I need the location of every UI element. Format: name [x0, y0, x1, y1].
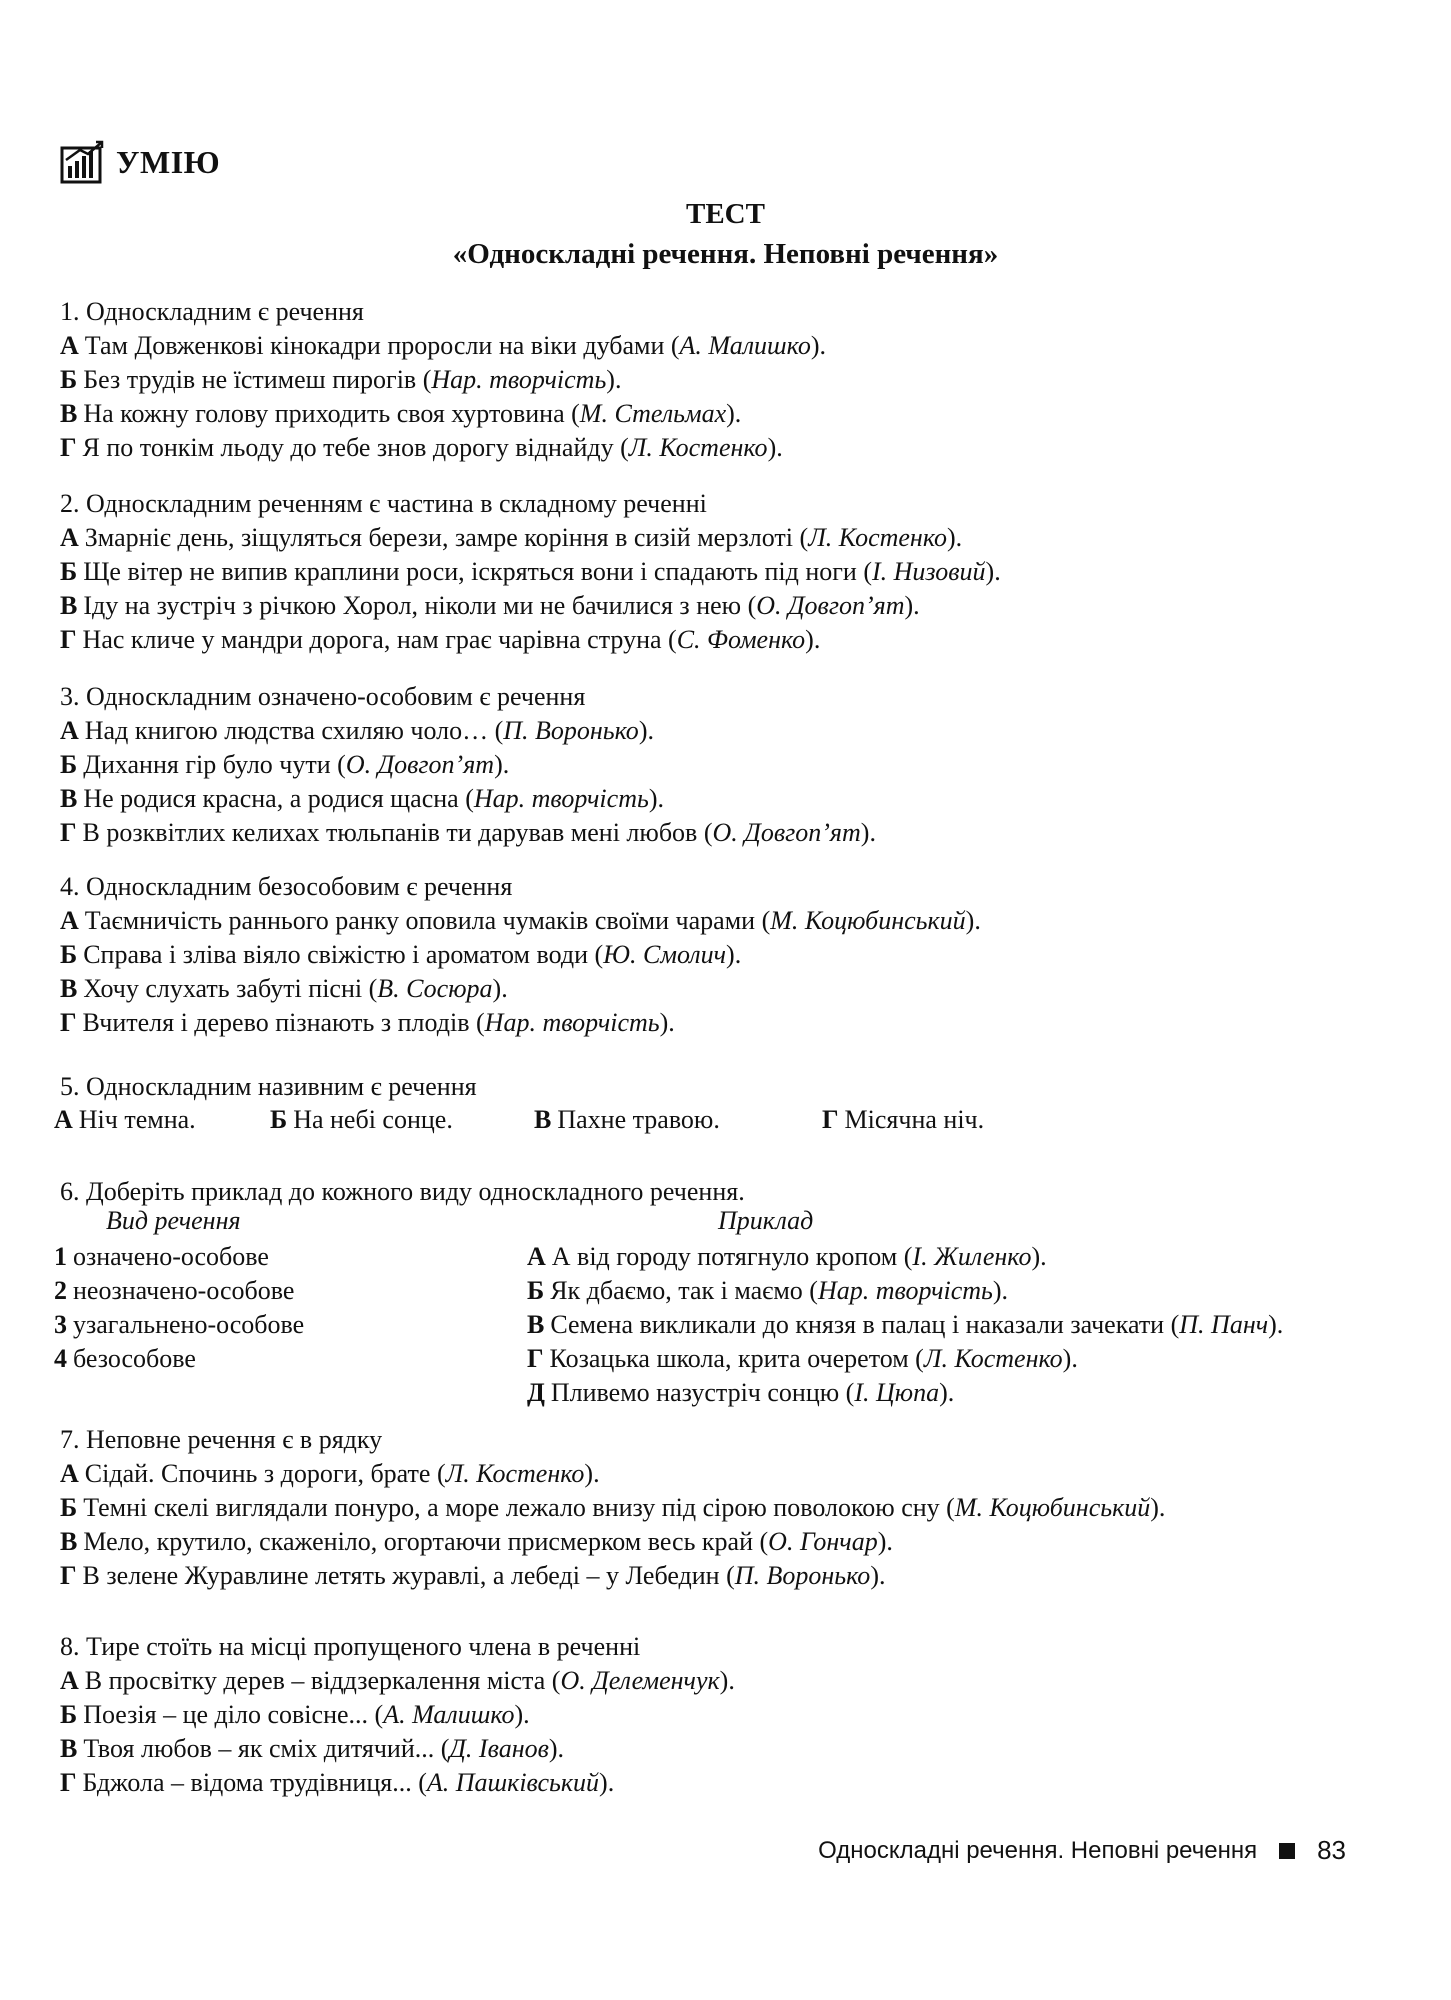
option-end: ). [1031, 1242, 1047, 1271]
option-end: ). [548, 1734, 565, 1763]
option-text: Нас кличе у мандри дорога, нам грає чарівна струна ( [82, 625, 677, 654]
option-author: Д. Іванов [449, 1734, 549, 1763]
option-author: Нар. творчість [473, 784, 649, 813]
option-letter: Д [527, 1378, 545, 1407]
option-text: Твоя любов – як сміх дитячий... ( [83, 1734, 450, 1763]
option-letter: Б [527, 1276, 545, 1305]
option-end: ). [965, 906, 981, 935]
option-text: Козацька школа, крита очеретом ( [549, 1344, 924, 1373]
type-item: 1 означено-особове [54, 1242, 269, 1271]
question-stem: 2. Односкладним реченням є частина в складному реченні [60, 489, 707, 518]
option-author: Нар. творчість [817, 1276, 993, 1305]
option-end: ). [805, 625, 821, 654]
option-author: А. Пашківський [426, 1768, 600, 1797]
answer-option [60, 521, 1001, 555]
question-stem: 3. Односкладним означено-особовим є речення [60, 682, 586, 711]
option-author: Л. Костенко [445, 1459, 585, 1488]
option-end: ). [1150, 1493, 1166, 1522]
option-author: Нар. творчість [484, 1008, 660, 1037]
option-end: ). [514, 1700, 530, 1729]
square-icon [1279, 1843, 1295, 1859]
option-end: ). [870, 1561, 886, 1590]
option-author: О. Довгоп’ят [712, 818, 861, 847]
option-text: В розквітлих келихах тюльпанів ти дарував мені любов ( [82, 818, 713, 847]
answer-option [60, 431, 826, 465]
option-end: ). [992, 1276, 1009, 1305]
option-text: Там Довженкові кінокадри проросли на віки дубами ( [84, 331, 680, 360]
option-author: І. Низовий [872, 557, 986, 586]
q5-option-b [270, 1105, 453, 1135]
answer-option [527, 1308, 1283, 1342]
page-footer [818, 1835, 1346, 1866]
answer-option [527, 1240, 1283, 1274]
option-letter: А [60, 716, 79, 745]
question-stem: 8. Тире стоїть на місці пропущеного члена в реченні [60, 1632, 641, 1661]
section-header [60, 140, 220, 184]
option-end: ). [726, 399, 742, 428]
option-text: Семена викликали до князя в палац і наказали зачекати ( [550, 1310, 1180, 1339]
option-text: Сідай. Спочинь з дороги, брате ( [84, 1459, 446, 1488]
option-letter: А [527, 1242, 546, 1271]
chart-icon [60, 140, 104, 184]
option-author: П. Панч [1179, 1310, 1269, 1339]
option-letter: В [60, 1734, 78, 1763]
option-end: ). [1062, 1344, 1078, 1373]
option-end: ). [719, 1666, 735, 1695]
option-text: Бджола – відома трудівниця... ( [82, 1768, 427, 1797]
option-letter: А [60, 523, 79, 552]
q5-option-c [534, 1105, 720, 1135]
option-letter: В [60, 1527, 78, 1556]
option-end: ). [810, 331, 827, 360]
answer-option [60, 1491, 1165, 1525]
option-text: Не родися красна, а родися щасна ( [83, 784, 474, 813]
answer-option [60, 397, 826, 431]
answer-option [527, 1274, 1283, 1308]
option-text: Пливемо назустріч сонцю ( [550, 1378, 855, 1407]
option-text: Без трудів не їстимеш пирогів ( [83, 365, 432, 394]
option-author: М. Коцюбинський [770, 906, 966, 935]
option-author: С. Фоменко [676, 625, 806, 654]
option-text: В просвітку дерев – віддзеркалення міста ( [84, 1666, 561, 1695]
option-end: ). [860, 818, 876, 847]
question-stem: 6. Доберіть приклад до кожного виду односкладного речення. [60, 1177, 745, 1206]
option-letter: Г [822, 1105, 839, 1134]
option-author: П. Воронько [503, 716, 639, 745]
option-letter: А [60, 906, 79, 935]
answer-option [527, 1376, 1283, 1410]
footer-chapter-title: Односкладні речення. Неповні речення [818, 1836, 1258, 1864]
question-block [60, 487, 1001, 657]
answer-option [527, 1342, 1283, 1376]
answer-option [60, 1766, 735, 1800]
option-letter: В [534, 1105, 552, 1134]
answer-option [60, 555, 1001, 589]
option-letter: Б [60, 1700, 78, 1729]
option-end: ). [638, 716, 654, 745]
answer-option [60, 816, 876, 850]
option-letter: А [60, 1459, 79, 1488]
type-item: 4 безособове [54, 1344, 196, 1373]
option-author: І. Цюпа [854, 1378, 940, 1407]
answer-option [60, 1698, 735, 1732]
option-text: Темні скелі виглядали понуро, а море лежало внизу під сірою поволокою сну ( [83, 1493, 955, 1522]
option-author: О. Гончар [768, 1527, 878, 1556]
option-author: О. Довгоп’ят [345, 750, 495, 779]
question-stem: 4. Односкладним безособовим є речення [60, 872, 513, 901]
option-end: ). [599, 1768, 615, 1797]
option-end: ). [492, 974, 508, 1003]
question-block [60, 295, 826, 465]
option-author: Л. Костенко [923, 1344, 1063, 1373]
question-stem: 1. Односкладним є речення [60, 297, 364, 326]
option-author: А. Малишко [679, 331, 811, 360]
option-author: П. Воронько [734, 1561, 871, 1590]
option-letter: Б [60, 557, 78, 586]
option-letter: В [60, 784, 78, 813]
option-end: ). [939, 1378, 955, 1407]
option-author: В. Сосюра [377, 974, 493, 1003]
option-author: Ю. Смолич [603, 940, 727, 969]
option-end: ). [648, 784, 664, 813]
answer-option [60, 1006, 981, 1040]
option-text: На небі сонце. [293, 1105, 453, 1134]
answer-option [60, 1664, 735, 1698]
option-text: Змарніє день, зіщуляться берези, замре коріння в сизій мерзлоті ( [84, 523, 809, 552]
answer-option [60, 329, 826, 363]
option-author: О. Довгоп’ят [756, 591, 905, 620]
question-stem: 7. Неповне речення є в рядку [60, 1425, 383, 1454]
option-end: ). [985, 557, 1001, 586]
option-text: Місячна ніч. [844, 1105, 985, 1134]
option-end: ). [726, 940, 742, 969]
section-label: УМІЮ [116, 143, 221, 180]
option-letter: В [60, 399, 78, 428]
q5-option-a [54, 1105, 196, 1135]
option-text: Ще вітер не випив краплини роси, іскряться вони і спадають під ноги ( [83, 557, 872, 586]
option-letter: Б [60, 1493, 78, 1522]
option-letter: А [60, 1666, 79, 1695]
answer-option [60, 904, 981, 938]
option-end: ). [606, 365, 622, 394]
option-letter: Б [270, 1105, 288, 1134]
option-end: ). [767, 433, 783, 462]
answer-option [60, 589, 1001, 623]
type-item: 2 неозначено-особове [54, 1276, 295, 1305]
option-letter: Г [60, 1008, 77, 1037]
option-author: Нар. творчість [431, 365, 607, 394]
option-text: Мело, крутило, скаженіло, огортаючи присмерком весь край ( [83, 1527, 769, 1556]
option-text: Іду на зустріч з річкою Хорол, ніколи ми не бачилися з нею ( [83, 591, 757, 620]
option-letter: Г [527, 1344, 544, 1373]
option-text: Вчителя і дерево пізнають з плодів ( [82, 1008, 485, 1037]
option-text: Я по тонкім льоду до тебе знов дорогу віднайду ( [82, 433, 629, 462]
option-letter: Б [60, 365, 78, 394]
types-header: Вид речення [106, 1206, 241, 1235]
option-author: І. Жиленко [912, 1242, 1032, 1271]
option-letter: Б [60, 750, 78, 779]
answer-option [60, 623, 1001, 657]
option-letter: В [60, 591, 78, 620]
option-text: Дихання гір було чути ( [83, 750, 346, 779]
answer-option [60, 1525, 1165, 1559]
answer-option [60, 782, 876, 816]
option-letter: А [60, 331, 79, 360]
question-5 [60, 1070, 477, 1104]
option-author: Л. Костенко [808, 523, 947, 552]
question-block [60, 870, 981, 1040]
answer-option [60, 1732, 735, 1766]
option-author: М. Стельмах [579, 399, 727, 428]
test-title: «Односкладні речення. Неповні речення» [452, 238, 999, 270]
answer-option [60, 1559, 1165, 1593]
question-block [60, 680, 876, 850]
answer-option [60, 748, 876, 782]
question-6 [60, 1175, 745, 1209]
question-stem: 5. Односкладним називним є речення [60, 1072, 477, 1101]
option-letter: Г [60, 433, 77, 462]
option-text: Пахне травою. [557, 1105, 720, 1134]
option-letter: Б [60, 940, 78, 969]
option-letter: В [60, 974, 78, 1003]
option-text: Ніч темна. [78, 1105, 196, 1134]
option-letter: Г [60, 625, 77, 654]
option-end: ). [904, 591, 920, 620]
sentence-types-list [54, 1240, 304, 1376]
page-number: 83 [1317, 1835, 1346, 1865]
option-text: Хочу слухать забуті пісні ( [83, 974, 378, 1003]
option-letter: Г [60, 1561, 77, 1590]
option-text: Як дбаємо, так і маємо ( [550, 1276, 818, 1305]
option-text: А від городу потягнуло кропом ( [551, 1242, 913, 1271]
answer-option [60, 972, 981, 1006]
q5-option-d [822, 1105, 984, 1135]
option-end: ). [494, 750, 510, 779]
option-end: ). [659, 1008, 675, 1037]
answer-option [60, 714, 876, 748]
answer-option [60, 1457, 1165, 1491]
option-author: А. Малишко [383, 1700, 515, 1729]
question-block [60, 1630, 735, 1800]
option-text: На кожну голову приходить своя хуртовина ( [83, 399, 580, 428]
question-block [60, 1423, 1165, 1593]
option-author: Л. Костенко [628, 433, 768, 462]
option-letter: Г [60, 1768, 77, 1797]
option-end: ). [584, 1459, 600, 1488]
option-author: М. Коцюбинський [954, 1493, 1151, 1522]
option-text: Справа і зліва віяло свіжістю і ароматом води ( [83, 940, 604, 969]
option-text: Таємничість раннього ранку оповила чумаків своїми чарами ( [84, 906, 771, 935]
answer-option [60, 363, 826, 397]
option-letter: Г [60, 818, 77, 847]
option-text: Над книгою людства схиляю чоло… ( [84, 716, 504, 745]
option-text: Поезія – це діло совісне... ( [83, 1700, 384, 1729]
examples-header: Приклад [718, 1206, 814, 1235]
test-label: ТЕСТ [686, 198, 765, 230]
option-end: ). [877, 1527, 893, 1556]
option-letter: А [54, 1105, 73, 1134]
option-end: ). [1268, 1310, 1284, 1339]
option-text: В зелене Журавлине летять журавлі, а лебеді – у Лебедин ( [82, 1561, 735, 1590]
answer-option [60, 938, 981, 972]
option-author: О. Делеменчук [560, 1666, 720, 1695]
examples-list [527, 1240, 1283, 1410]
option-end: ). [947, 523, 963, 552]
type-item: 3 узагальнено-особове [54, 1310, 305, 1339]
option-letter: В [527, 1310, 545, 1339]
